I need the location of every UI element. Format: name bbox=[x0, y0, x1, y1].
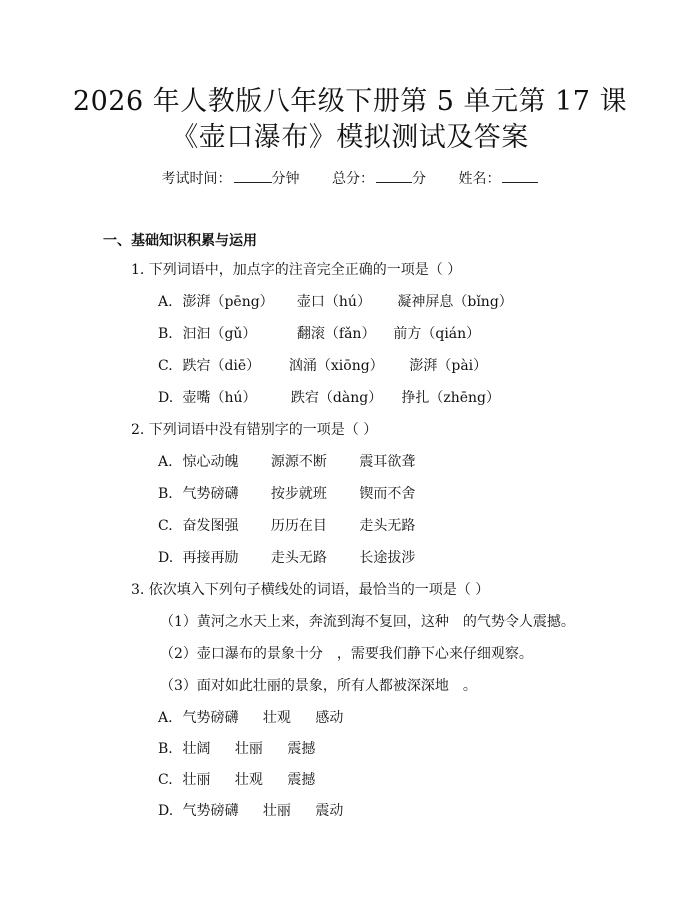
option-letter: B. bbox=[158, 486, 173, 502]
q3-option-c bbox=[158, 771, 315, 789]
section-heading: 一、基础知识积累与运用 bbox=[103, 233, 257, 249]
option-item: 跌宕（diē） bbox=[182, 358, 261, 374]
question-1-stem: 1. 下列词语中，加点字的注音完全正确的一项是（ ） bbox=[131, 262, 462, 278]
option-item: 震耳欲聋 bbox=[359, 454, 416, 470]
q3-option-b bbox=[158, 740, 315, 758]
option-item: 前方（qián） bbox=[393, 326, 481, 342]
name-blank bbox=[502, 168, 538, 183]
option-item: 跌宕（dàng） bbox=[290, 390, 383, 406]
option-item: 凝神屏息（bǐng） bbox=[397, 294, 513, 310]
q2-option-b bbox=[158, 485, 415, 503]
option-item: 气势磅礴 bbox=[182, 803, 239, 819]
option-letter: A. bbox=[158, 710, 173, 726]
option-item: 走头无路 bbox=[270, 550, 327, 566]
option-letter: A. bbox=[158, 454, 173, 470]
option-item: 震撼 bbox=[287, 741, 316, 757]
question-3-stem: 3. 依次填入下列句子横线处的词语，最恰当的一项是（ ） bbox=[131, 582, 490, 598]
option-letter: B. bbox=[158, 741, 173, 757]
q3-option-a bbox=[158, 709, 343, 727]
option-item: 汹涌（xiōng） bbox=[288, 358, 384, 374]
option-item: 震撼 bbox=[287, 772, 316, 788]
name-field bbox=[458, 168, 538, 188]
name-label: 姓名： bbox=[458, 171, 501, 187]
q3-sentence-3: （3）面对如此壮丽的景象，所有人都被深深地 。 bbox=[160, 678, 477, 694]
option-item: 锲而不舍 bbox=[359, 486, 416, 502]
total-score-label: 总分： bbox=[332, 171, 374, 187]
exam-info-row bbox=[0, 168, 700, 188]
option-item: 走头无路 bbox=[359, 518, 416, 534]
q1-option-a bbox=[158, 293, 513, 311]
option-letter: C. bbox=[158, 358, 173, 374]
option-item: 壮观 bbox=[234, 772, 263, 788]
q1-option-b bbox=[158, 325, 480, 343]
question-2-stem: 2. 下列词语中没有错别字的一项是（ ） bbox=[131, 422, 378, 438]
q2-option-a bbox=[158, 453, 415, 471]
option-item: 澎湃（pēng） bbox=[182, 294, 274, 310]
total-score-field bbox=[332, 168, 426, 188]
option-item: 汩汩（gǔ） bbox=[182, 326, 257, 342]
exam-time-label: 考试时间： bbox=[161, 171, 232, 187]
option-item: 翻滚（fǎn） bbox=[296, 326, 376, 342]
option-item: 气势磅礴 bbox=[182, 710, 239, 726]
option-item: 澎湃（pài） bbox=[409, 358, 488, 374]
option-item: 壶口（hú） bbox=[296, 294, 371, 310]
option-letter: C. bbox=[158, 518, 173, 534]
option-letter: D. bbox=[158, 803, 174, 819]
exam-time-blank bbox=[234, 168, 272, 183]
q2-option-d bbox=[158, 549, 415, 567]
q3-sentence-2: （2）壶口瀑布的景象十分 ，需要我们静下心来仔细观察。 bbox=[160, 646, 533, 662]
option-item: 壮阔 bbox=[182, 741, 211, 757]
option-letter: A. bbox=[158, 294, 173, 310]
total-score-unit: 分 bbox=[412, 171, 426, 187]
q1-option-c bbox=[158, 357, 487, 375]
option-item: 再接再励 bbox=[182, 550, 239, 566]
option-item: 按步就班 bbox=[270, 486, 327, 502]
option-item: 气势磅礴 bbox=[182, 486, 239, 502]
option-item: 挣扎（zhēng） bbox=[401, 390, 501, 406]
title-line-1: 2026 年人教版八年级下册第 5 单元第 17 课 bbox=[72, 86, 628, 117]
option-letter: B. bbox=[158, 326, 173, 342]
option-item: 震动 bbox=[315, 803, 344, 819]
option-item: 感动 bbox=[315, 710, 344, 726]
option-item: 壮丽 bbox=[182, 772, 211, 788]
exam-time-unit: 分钟 bbox=[271, 171, 300, 187]
option-letter: C. bbox=[158, 772, 173, 788]
option-item: 壮丽 bbox=[262, 803, 291, 819]
option-item: 历历在目 bbox=[270, 518, 327, 534]
q1-option-d bbox=[158, 389, 500, 407]
total-score-blank bbox=[376, 168, 412, 183]
option-item: 奋发图强 bbox=[182, 518, 239, 534]
option-letter: D. bbox=[158, 390, 174, 406]
q3-option-d bbox=[158, 802, 343, 820]
title-line-2: 《壶口瀑布》模拟测试及答案 bbox=[171, 122, 529, 153]
option-item: 惊心动魄 bbox=[182, 454, 239, 470]
option-letter: D. bbox=[158, 550, 174, 566]
option-item: 源源不断 bbox=[270, 454, 327, 470]
q3-sentence-1: （1）黄河之水天上来，奔流到海不复回，这种 的气势令人震撼。 bbox=[160, 614, 575, 630]
option-item: 壮丽 bbox=[234, 741, 263, 757]
option-item: 长途拔涉 bbox=[359, 550, 416, 566]
q2-option-c bbox=[158, 517, 415, 535]
option-item: 壶嘴（hú） bbox=[182, 390, 257, 406]
option-item: 壮观 bbox=[262, 710, 291, 726]
exam-time-field bbox=[162, 168, 300, 188]
